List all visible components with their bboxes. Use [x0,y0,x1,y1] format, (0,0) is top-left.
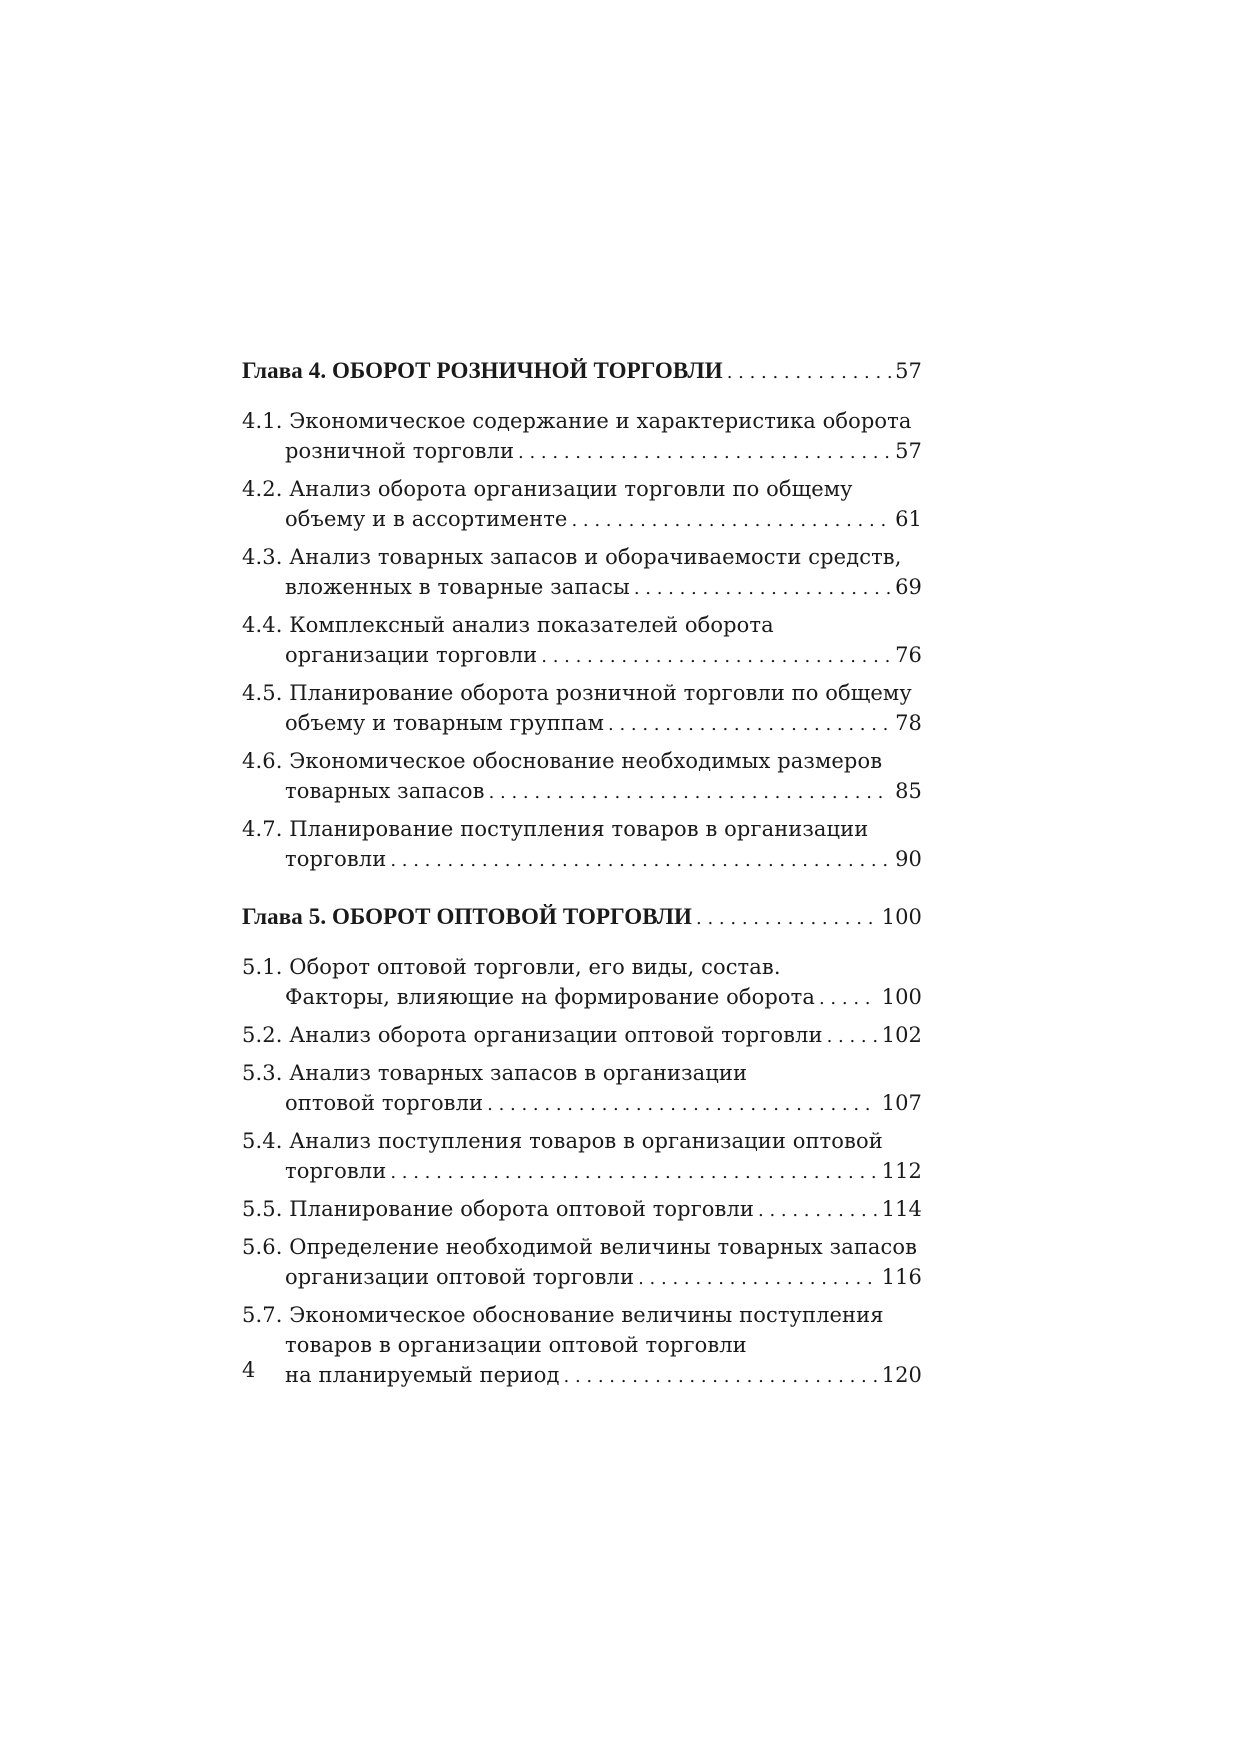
section-page-number: 100 [881,985,922,1009]
toc-section-entry [242,1126,922,1188]
table-of-contents [242,356,922,1398]
section-page-number: 112 [881,1159,922,1183]
section-title-line: объему и в ассортименте [285,507,568,531]
section-page-number: 69 [895,575,922,599]
dot-leader [541,642,891,672]
dot-leader [564,1362,878,1392]
dot-leader [608,710,891,740]
chapter-page-number: 100 [881,905,922,929]
chapter-page-number: 57 [895,359,922,383]
toc-section-entry [242,1232,922,1294]
section-title-line: 5.4. Анализ поступления товаров в организации оптовой [242,1129,883,1153]
toc-section-entry [242,542,922,604]
section-last-line [242,572,922,604]
section-last-line [242,1262,922,1294]
page-number: 4 [242,1358,256,1382]
toc-section-entry [242,474,922,536]
section-last-line [242,640,922,672]
section-title-line: 4.4. Комплексный анализ показателей оборота [242,613,774,637]
section-page-number: 107 [881,1091,922,1115]
section-page-number: 102 [881,1023,922,1047]
dot-leader [518,438,891,468]
section-page-number: 85 [895,779,922,803]
section-title-line: торговли [285,847,387,871]
section-title-line: 4.3. Анализ товарных запасов и оборачиваемости средств, [242,545,902,569]
section-last-line [242,1194,922,1226]
section-title-line: вложенных в товарные запасы [285,575,630,599]
dot-leader [819,984,878,1014]
toc-section-entry [242,610,922,672]
toc-section-entry [242,678,922,740]
chapter-heading [242,356,922,388]
section-page-number: 90 [895,847,922,871]
dot-leader [487,1090,877,1120]
toc-section-entry [242,1058,922,1120]
toc-section-entry [242,952,922,1014]
chapter-heading [242,902,922,934]
section-title-line: 4.6. Экономическое обоснование необходимых размеров [242,749,883,773]
section-last-line [242,844,922,876]
section-title-line: товаров в организации оптовой торговли [285,1333,747,1357]
toc-section-entry [242,1020,922,1052]
section-title-line: оптовой торговли [285,1091,484,1115]
section-title-line: Факторы, влияющие на формирование оборота [285,985,815,1009]
toc-section-entry [242,814,922,876]
section-page-number: 76 [895,643,922,667]
chapter-title: Глава 4. ОБОРОТ РОЗНИЧНОЙ ТОРГОВЛИ [242,358,723,383]
toc-section-entry [242,406,922,468]
section-title-line: 5.5. Планирование оборота оптовой торговли [242,1197,755,1221]
section-title-line: 5.6. Определение необходимой величины товарных запасов [242,1235,918,1259]
section-title-line: 5.7. Экономическое обоснование величины поступления [242,1303,884,1327]
dot-leader [571,506,891,536]
section-last-line [242,776,922,808]
section-title-line: торговли [285,1159,387,1183]
section-page-number: 57 [895,439,922,463]
section-title-line: 4.1. Экономическое содержание и характеристика оборота [242,409,912,433]
dot-leader [489,778,891,808]
section-title-line: 5.1. Оборот оптовой торговли, его виды, состав. [242,955,781,979]
section-page-number: 61 [895,507,922,531]
section-page-number: 116 [881,1265,922,1289]
section-last-line [242,1020,922,1052]
section-title-line: на планируемый период [285,1363,560,1387]
dot-leader [390,1158,877,1188]
dot-leader [827,1022,878,1052]
dot-leader [638,1264,878,1294]
toc-section-entry [242,746,922,808]
section-title-line: 4.5. Планирование оборота розничной торговли по общему [242,681,912,705]
chapter-title: Глава 5. ОБОРОТ ОПТОВОЙ ТОРГОВЛИ [242,904,693,929]
section-last-line [242,1156,922,1188]
section-page-number: 120 [881,1363,922,1387]
section-last-line [242,982,922,1014]
section-last-line [242,504,922,536]
dot-leader [634,574,891,604]
section-title-line: объему и товарным группам [285,711,605,735]
section-title-line: 4.2. Анализ оборота организации торговли по общему [242,477,853,501]
section-page-number: 114 [881,1197,922,1221]
section-last-line [242,1360,922,1392]
dot-leader [758,1196,878,1226]
section-page-number: 78 [895,711,922,735]
section-title-line: 5.3. Анализ товарных запасов в организации [242,1061,748,1085]
section-title-line: организации оптовой торговли [285,1265,635,1289]
section-last-line [242,1088,922,1120]
dot-leader [390,846,891,876]
dot-leader [727,358,891,388]
section-title-line: организации торговли [285,643,538,667]
section-title-line: розничной торговли [285,439,515,463]
section-title-line: 5.2. Анализ оборота организации оптовой торговли [242,1023,823,1047]
section-last-line [242,436,922,468]
toc-section-entry [242,1300,922,1392]
section-title-line: 4.7. Планирование поступления товаров в организации [242,817,869,841]
section-last-line [242,708,922,740]
toc-section-entry [242,1194,922,1226]
dot-leader [696,904,878,934]
section-title-line: товарных запасов [285,779,485,803]
